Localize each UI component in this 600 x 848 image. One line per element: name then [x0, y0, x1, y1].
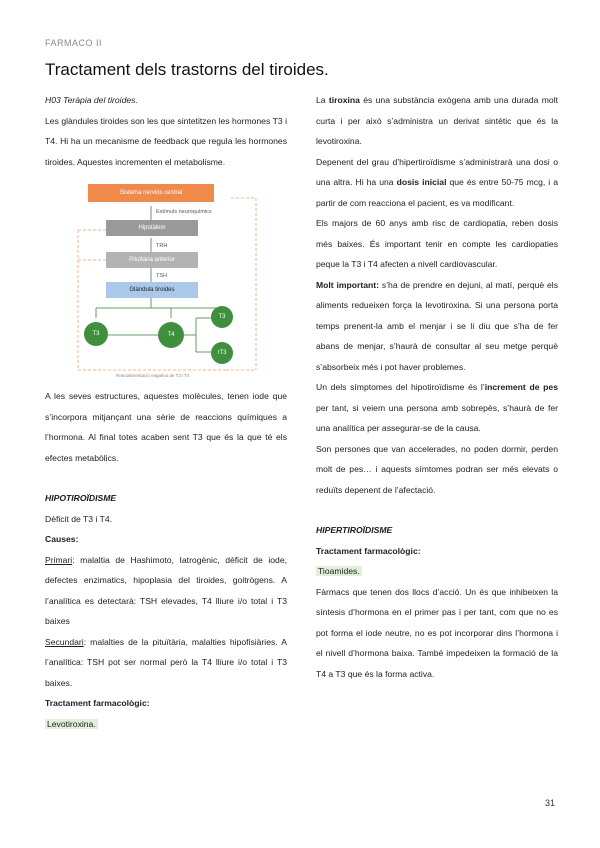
thyroxine-paragraph — [316, 90, 558, 152]
primary-text: : malaltia de Hashimoto, Iatrogènic, dèficit de iode, defectes enzimatics, hipoplasia del tiroides, goitrògens. A l’analítica es detectarà: TSH elevades, T4 lliure i/o total i T3 baixes — [45, 554, 287, 626]
trh-label: TRH — [156, 243, 168, 249]
thyroid-node: Glàndula tiroides — [106, 282, 198, 298]
right-column — [316, 90, 558, 684]
hyper-heading: HIPERTIROÏDISME — [316, 525, 393, 535]
page-number: 31 — [544, 798, 555, 808]
hypo-treatment-label: Tractament farmacològic: — [45, 698, 150, 708]
hyper-treatment-line — [316, 561, 558, 582]
hypo-definition: Dèficit de T3 i T4. — [45, 513, 113, 524]
p1-lead: La — [316, 95, 329, 105]
weight-gain-term: increment de pes — [484, 382, 558, 392]
p1-text: és una substància exògena amb una durada molt curta i per això s’administra un derivat sintètic que és la levotiroxina. — [316, 95, 559, 146]
hypothalamus-node: Hipotàlem — [106, 220, 198, 236]
tsh-label: TSH — [156, 273, 167, 279]
hypo-treatment-line — [45, 714, 287, 735]
hypo-heading: HIPOTIROÏDISME — [45, 493, 117, 503]
hyper-treatment-label: Tractament farmacològic: — [316, 545, 421, 556]
weight-paragraph — [316, 377, 558, 439]
t4-node: T4 — [158, 322, 184, 348]
feedback-diagram — [66, 180, 266, 380]
t3-right-node: T3 — [211, 306, 233, 328]
p4-text: s’ha de prendre en dejuni, al matí, perquè els aliments redueixen força la levotiroxina. Si una persona porta temps prenent-la amb el menjar i se li diu que s’ha de fer abans de menjar, s’haurà de consultar al seu metge perquè s’absorbeix més i pot haver problemes. — [316, 279, 558, 372]
levothyroxine-highlight: Levotiroxina. — [47, 718, 96, 729]
dose-paragraph — [316, 152, 558, 214]
secondary-cause — [45, 632, 287, 694]
p2-lead: Depenent del grau d’hipertiroïdisme s’administrarà una dosi o una altra. Hi ha una — [316, 156, 558, 187]
causes-label: Causes: — [45, 534, 79, 544]
pituitary-node: Pituïtaria anterior — [106, 252, 198, 268]
p5-lead: Un dels símptomes del hipotiroïdisme és l’ — [316, 382, 485, 392]
important-paragraph — [316, 275, 558, 378]
p2-text: que és entre 50-75 mcg, i a partir de com reacciona el pacient, es va modificant. — [316, 177, 558, 208]
p5-text: per tant, si veiem una persona amb sobrepès, s’haurà de fer una analítica per assegurar-se de la causa. — [316, 402, 558, 433]
thyroxine-term: tiroxina — [328, 95, 360, 105]
left-column — [45, 90, 287, 734]
elderly-paragraph: Els majors de 60 anys amb risc de cardiopatia, reben dosis més baixes. És important tenir en compte les cardiopaties peque la T3 i T4 afecten a nivell cardiovascular. — [316, 218, 558, 269]
section-label: H03 Teràpia del tiroides. — [45, 95, 138, 105]
symptoms-paragraph: Son persones que van accelerades, no poden dormir, perden molt de pes… i aquests símtomes podran ser més elevats o reduïts depenent de l’afectació. — [316, 443, 558, 495]
primary-cause — [45, 550, 287, 632]
rt3-node: rT3 — [211, 342, 233, 364]
thioamides-paragraph: Fàrmacs que tenen dos llocs d’acció. Un és que inhibeixen la síntesis d’hormona en el primer pas i per tant, com que no es pot forma el iode neutre, no es pot incorporar dins l’hormona i el nivell d’hormona baixa. També impedeixen la formació de la T4 a T3 que és la forma activa. — [316, 586, 558, 679]
initial-dose-term: dosis inicial — [396, 177, 447, 187]
page-title: Tractament dels trastorns del tiroides. — [45, 60, 329, 79]
cns-node: Sistema nerviós central — [88, 184, 214, 202]
important-term: Molt important: — [316, 279, 379, 290]
primary-label: Primari — [45, 554, 73, 565]
intro-paragraph: Les glàndules tiroides son les que sintetitzen les hormones T3 i T4. Hi ha un mecanisme de feedback que regula les hormones tiroides. Aquestes incrementen el metabolisme. — [45, 115, 287, 167]
t3-left-node: T3 — [84, 322, 108, 346]
diagram-caption: Retroalimentació negativa de T3 i T4 — [116, 373, 190, 378]
running-header: FARMACO II — [45, 38, 103, 48]
stimuli-label: Estímuls neuroquímics — [156, 209, 212, 215]
after-diagram-paragraph: A les seves estructures, aquestes molècules, tenen iode que s’incorpora mitjançant una sèrie de reaccions químiques a l’hormona. Al final totes acaben sent T3 que és la que té els efectes metabòlics. — [45, 391, 287, 463]
secondary-text: : malalties de la pituïtària, malalties hipofisiàries. A l’analítica: TSH pot ser normal però la T4 lliure i/o total i T3 baixes. — [45, 636, 287, 688]
thioamides-highlight: Tioamides. — [318, 566, 360, 576]
secondary-label: Secundari — [45, 636, 84, 647]
